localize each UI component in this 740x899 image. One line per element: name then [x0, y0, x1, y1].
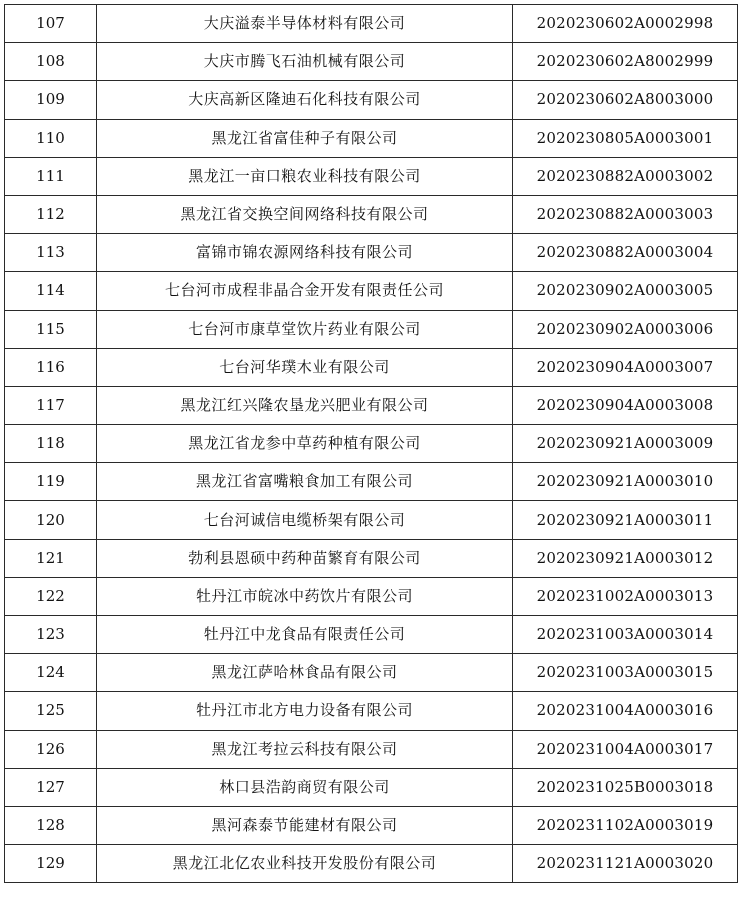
table-body	[5, 5, 738, 883]
table-row	[5, 845, 738, 883]
registration-code-cell: 2020231002A0003013	[513, 577, 738, 615]
company-name-cell: 大庆高新区隆迪石化科技有限公司	[97, 81, 513, 119]
table-row	[5, 730, 738, 768]
registration-code-cell: 2020230902A0003006	[513, 310, 738, 348]
table-row	[5, 806, 738, 844]
company-name-cell: 勃利县恩硕中药种苗繁育有限公司	[97, 539, 513, 577]
row-number-cell: 120	[5, 501, 97, 539]
table-row	[5, 654, 738, 692]
registration-code-cell: 2020230882A0003004	[513, 234, 738, 272]
company-name-cell: 牡丹江市北方电力设备有限公司	[97, 692, 513, 730]
row-number-cell: 107	[5, 5, 97, 43]
table-row	[5, 577, 738, 615]
registration-code-cell: 2020231003A0003015	[513, 654, 738, 692]
company-name-cell: 黑龙江北亿农业科技开发股份有限公司	[97, 845, 513, 883]
registration-code-cell: 2020230882A0003003	[513, 195, 738, 233]
row-number-cell: 125	[5, 692, 97, 730]
row-number-cell: 115	[5, 310, 97, 348]
registration-code-cell: 2020231004A0003017	[513, 730, 738, 768]
registration-code-cell: 2020230602A8003000	[513, 81, 738, 119]
registration-code-cell: 2020230921A0003012	[513, 539, 738, 577]
table-row	[5, 195, 738, 233]
row-number-cell: 119	[5, 463, 97, 501]
company-name-cell: 黑龙江萨哈林食品有限公司	[97, 654, 513, 692]
table-row	[5, 234, 738, 272]
row-number-cell: 108	[5, 43, 97, 81]
company-name-cell: 七台河市康草堂饮片药业有限公司	[97, 310, 513, 348]
registration-code-cell: 2020230602A0002998	[513, 5, 738, 43]
row-number-cell: 111	[5, 157, 97, 195]
table-row	[5, 43, 738, 81]
company-name-cell: 牡丹江中龙食品有限责任公司	[97, 616, 513, 654]
row-number-cell: 121	[5, 539, 97, 577]
table-row	[5, 386, 738, 424]
row-number-cell: 113	[5, 234, 97, 272]
registration-code-cell: 2020231121A0003020	[513, 845, 738, 883]
table-row	[5, 692, 738, 730]
company-name-cell: 大庆溢泰半导体材料有限公司	[97, 5, 513, 43]
company-name-cell: 黑河森泰节能建材有限公司	[97, 806, 513, 844]
registration-code-cell: 2020230882A0003002	[513, 157, 738, 195]
company-name-cell: 富锦市锦农源网络科技有限公司	[97, 234, 513, 272]
table-row	[5, 348, 738, 386]
row-number-cell: 128	[5, 806, 97, 844]
company-name-cell: 黑龙江省交换空间网络科技有限公司	[97, 195, 513, 233]
row-number-cell: 117	[5, 386, 97, 424]
table-row	[5, 272, 738, 310]
row-number-cell: 127	[5, 768, 97, 806]
company-name-cell: 林口县浩韵商贸有限公司	[97, 768, 513, 806]
registration-code-cell: 2020230805A0003001	[513, 119, 738, 157]
table-row	[5, 119, 738, 157]
row-number-cell: 124	[5, 654, 97, 692]
table-row	[5, 616, 738, 654]
registration-code-cell: 2020230602A8002999	[513, 43, 738, 81]
table-row	[5, 5, 738, 43]
row-number-cell: 126	[5, 730, 97, 768]
row-number-cell: 109	[5, 81, 97, 119]
registration-code-cell: 2020230904A0003008	[513, 386, 738, 424]
company-name-cell: 黑龙江省龙参中草药种植有限公司	[97, 425, 513, 463]
company-name-cell: 七台河华璞木业有限公司	[97, 348, 513, 386]
table-row	[5, 310, 738, 348]
row-number-cell: 112	[5, 195, 97, 233]
registration-code-cell: 2020231102A0003019	[513, 806, 738, 844]
company-name-cell: 黑龙江一亩口粮农业科技有限公司	[97, 157, 513, 195]
company-name-cell: 七台河诚信电缆桥架有限公司	[97, 501, 513, 539]
table-row	[5, 425, 738, 463]
registration-code-cell: 2020231004A0003016	[513, 692, 738, 730]
company-name-cell: 大庆市腾飞石油机械有限公司	[97, 43, 513, 81]
company-registry-table	[4, 4, 738, 883]
row-number-cell: 123	[5, 616, 97, 654]
row-number-cell: 116	[5, 348, 97, 386]
table-row	[5, 463, 738, 501]
company-name-cell: 黑龙江红兴隆农垦龙兴肥业有限公司	[97, 386, 513, 424]
company-name-cell: 牡丹江市皖冰中药饮片有限公司	[97, 577, 513, 615]
table-row	[5, 539, 738, 577]
registration-code-cell: 2020230921A0003010	[513, 463, 738, 501]
row-number-cell: 118	[5, 425, 97, 463]
row-number-cell: 122	[5, 577, 97, 615]
registration-code-cell: 2020231025B0003018	[513, 768, 738, 806]
company-name-cell: 黑龙江考拉云科技有限公司	[97, 730, 513, 768]
registration-code-cell: 2020231003A0003014	[513, 616, 738, 654]
row-number-cell: 114	[5, 272, 97, 310]
company-name-cell: 七台河市成程非晶合金开发有限责任公司	[97, 272, 513, 310]
company-name-cell: 黑龙江省富嘴粮食加工有限公司	[97, 463, 513, 501]
table-row	[5, 501, 738, 539]
company-name-cell: 黑龙江省富佳种子有限公司	[97, 119, 513, 157]
registration-code-cell: 2020230904A0003007	[513, 348, 738, 386]
table-row	[5, 157, 738, 195]
registration-code-cell: 2020230921A0003011	[513, 501, 738, 539]
table-row	[5, 81, 738, 119]
row-number-cell: 110	[5, 119, 97, 157]
registration-code-cell: 2020230902A0003005	[513, 272, 738, 310]
table-row	[5, 768, 738, 806]
row-number-cell: 129	[5, 845, 97, 883]
registration-code-cell: 2020230921A0003009	[513, 425, 738, 463]
